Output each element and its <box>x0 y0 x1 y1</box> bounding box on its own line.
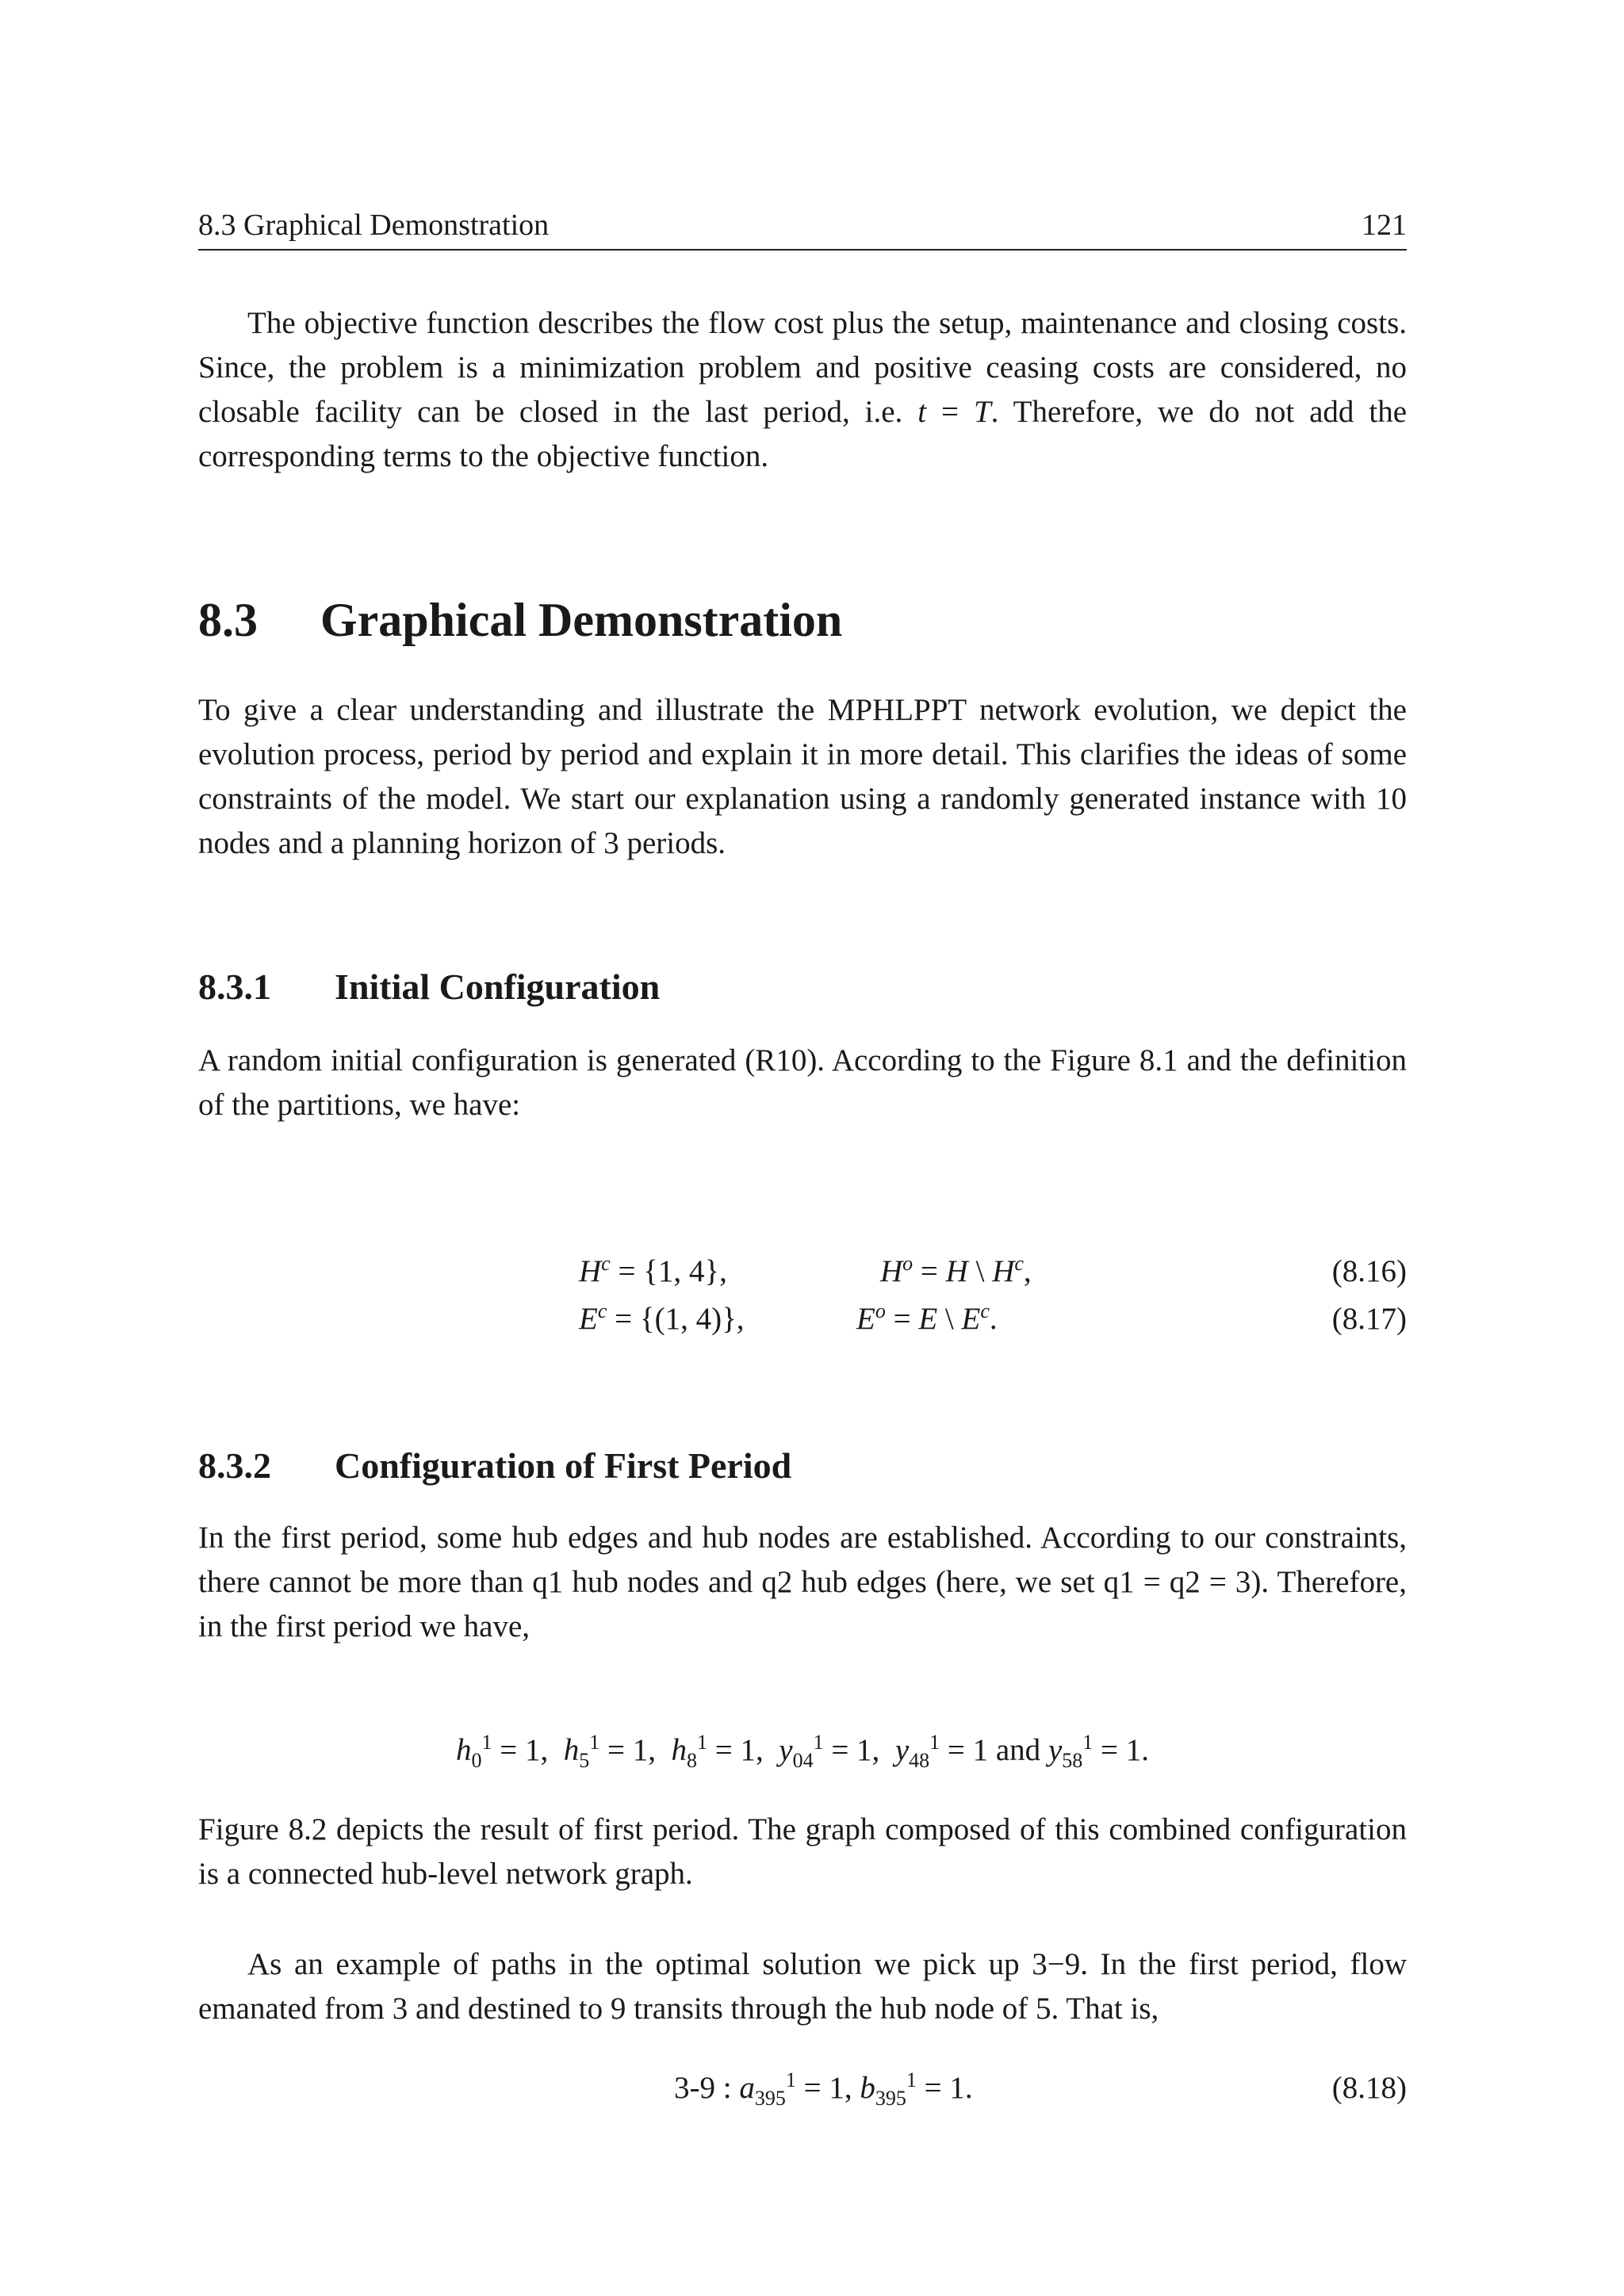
figure-reference-text: Figure 8.2 depicts the result of first period. The graph composed of this combined configuration is a connected hub-level network graph. <box>198 1812 1407 1891</box>
equation-8-18 <box>198 2066 1407 2110</box>
subsection-title: Configuration of First Period <box>335 1445 792 1486</box>
subsection-heading-first-period <box>198 1445 791 1487</box>
equation-8-18-body: 3-9 : $a_{395}^1 = 1$, $b_{395}^1 = 1$. <box>674 2068 973 2110</box>
subsection-number: 8.3.2 <box>198 1445 271 1486</box>
subsection-title: Initial Configuration <box>335 966 661 1007</box>
section-paragraph-text: To give a clear understanding and illustrate the MPHLPPT network evolution, we depict the evolution process, period by period and explain it in more detail. This clarifies the ideas of some constraints of the model. We start our explanation using a randomly generated instance with 10 nodes and a planning horizon of 3 periods. <box>198 693 1407 860</box>
equation-8-17-left: $E^c = \{(1$, 4)}, <box>579 1299 745 1336</box>
equation-number: (8.16) <box>1331 1254 1407 1288</box>
path-example-paragraph <box>198 1942 1407 2031</box>
first-period-text: In the first period, some hub edges and hub nodes are established. According to our constraints, there cannot be more than q1 hub nodes and q2 hub edges (here, we set q1 = q2 = 3). Therefore, in the first period we have, <box>198 1521 1407 1644</box>
section-paragraph <box>198 688 1407 866</box>
equation-number: (8.18) <box>1331 2071 1407 2105</box>
path-example-text: As an example of paths in the optimal solution we pick up 3−9. In the first period, flow emanated from 3 and destined to 9 transits through the hub node of 5. That is, <box>198 1947 1407 2026</box>
page-number: 121 <box>1362 209 1407 242</box>
initial-config-text: A random initial configuration is generated (R10). According to the Figure 8.1 and the definition of the partitions, we have: <box>198 1043 1407 1122</box>
equation-8-16-left: $H^c = \{1$, 4}, <box>579 1252 727 1288</box>
intro-text: The objective function describes the flow cost plus the setup, maintenance and closing costs. Since, the problem is a minimization problem and positive ceasing costs are considered, no closable facility can be closed in the last period, i.e. t = T. Therefore, we do not add the corresponding terms to the objective function. <box>198 306 1407 473</box>
running-title: 8.3 Graphical Demonstration <box>198 209 550 242</box>
section-title: Graphical Demonstration <box>320 594 843 646</box>
equation-8-16-right: $H^o = H$ \ $H^c$, <box>880 1252 1032 1288</box>
section-heading <box>198 593 842 648</box>
equation-8-16 <box>198 1249 1407 1294</box>
equation-number: (8.17) <box>1331 1302 1407 1336</box>
first-period-paragraph <box>198 1516 1407 1649</box>
subsection-number: 8.3.1 <box>198 966 271 1007</box>
figure-reference-paragraph <box>198 1808 1407 1896</box>
header-rule <box>198 249 1407 251</box>
equation-8-17-right: $E^o = E$ \ $E^c$. <box>856 1299 998 1336</box>
section-number: 8.3 <box>198 594 258 646</box>
equation-hub-values: $h_0^1 = 1$, $h_5^1 = 1$, $h_8^1 = 1$, $y_{04}^1 = 1$, $y_{48}^1 = 1$ and $y_{58}^1 = 1$. <box>456 1731 1149 1772</box>
initial-config-paragraph <box>198 1039 1407 1127</box>
running-header <box>198 208 1407 249</box>
intro-paragraph <box>198 301 1407 479</box>
equation-8-17 <box>198 1297 1407 1341</box>
subsection-heading-initial <box>198 966 660 1008</box>
